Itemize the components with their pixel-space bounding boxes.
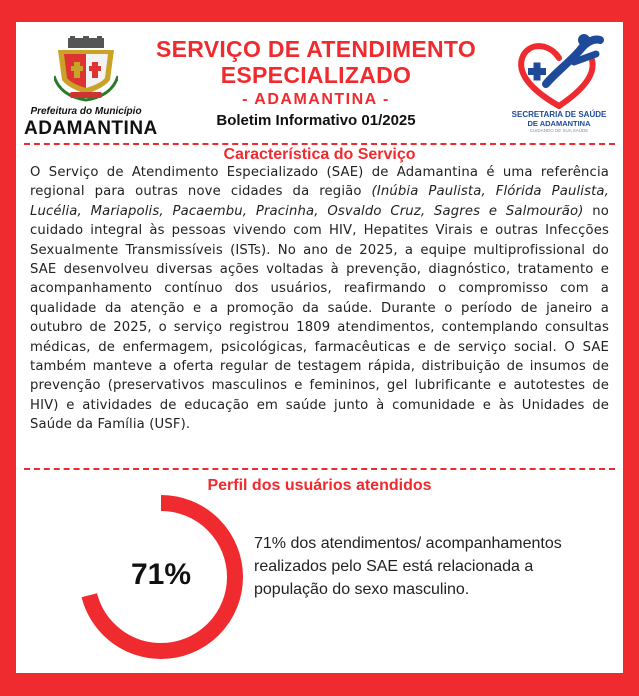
secretaria-label-line1: SECRETARIA DE SAÚDE: [511, 110, 607, 119]
title-block: [151, 36, 481, 129]
divider-middle: [24, 468, 615, 470]
secretaria-label-line2: DE ADAMANTINA: [527, 119, 591, 128]
service-description: [30, 163, 609, 435]
service-text-part2: no cuidado integral às pessoas vivendo com HIV, Hepatites Virais e outras Infecções Sexualmente Transmissíveis (ISTs). No ano de 2025, a equipe multiprofissional do SAE desenvolveu diversas ações voltadas à prevenção, diagnóstico, tratamento e acompanhamento contínuo dos usuários, reafirmando o compromisso com a qualidade da atenção e a promoção da saúde. Durante o período de janeiro a outubro de 2025, o serviço registrou 1809 atendimentos, contemplando consultas médicas, de enfermagem, psicológicas, farmacêuticas e de serviço social. O SAE também manteve a oferta regular de testagem rápida, distribuição de insumos de prevenção (preservativos masculinos e femininos, gel lubrificante e autotestes de HIV) e atividades de educação em saúde junto à comunidade e às Unidades de Saúde da Família (USF).: [30, 203, 610, 433]
page-title-line2: ESPECIALIZADO: [220, 62, 412, 88]
bulletin-card: [16, 22, 623, 673]
service-text-cities: (Inúbia Paulista, Flórida Paulista, Lucélia, Mariapolis, Pacaembu, Pracinha, Osvaldo Cruz, Sagres e Salmourão): [30, 184, 609, 219]
prefeitura-logo: [24, 36, 158, 148]
secretaria-tagline: CUIDANDO DE SUA SAÚDE: [529, 128, 589, 133]
prefeitura-small-label: Prefeitura do Município: [30, 106, 142, 117]
page-title-line1: SERVIÇO DE ATENDIMENTO: [155, 36, 477, 62]
secretaria-logo: [504, 32, 614, 144]
bulletin-number: Boletim Informativo 01/2025: [216, 112, 416, 129]
service-text-part1: O Serviço de Atendimento Especializado (SAE) de Adamantina é uma referência regional para outras nove cidades da região: [30, 165, 609, 200]
section-heading-service: Característica do Serviço: [223, 146, 416, 163]
divider-top: [24, 143, 615, 145]
page-subtitle: - ADAMANTINA -: [242, 91, 390, 108]
percentage-label: 71%: [130, 558, 192, 591]
profile-description: 71% dos atendimentos/ acompanhamentos realizados pelo SAE está relacionada a população do sexo masculino.: [254, 535, 562, 598]
health-heart-cross-icon: [504, 32, 614, 112]
municipal-crest-icon: [54, 36, 118, 102]
prefeitura-name: ADAMANTINA: [24, 118, 158, 139]
header: [16, 22, 623, 144]
section-heading-profile: Perfil dos usuários atendidos: [207, 477, 432, 494]
